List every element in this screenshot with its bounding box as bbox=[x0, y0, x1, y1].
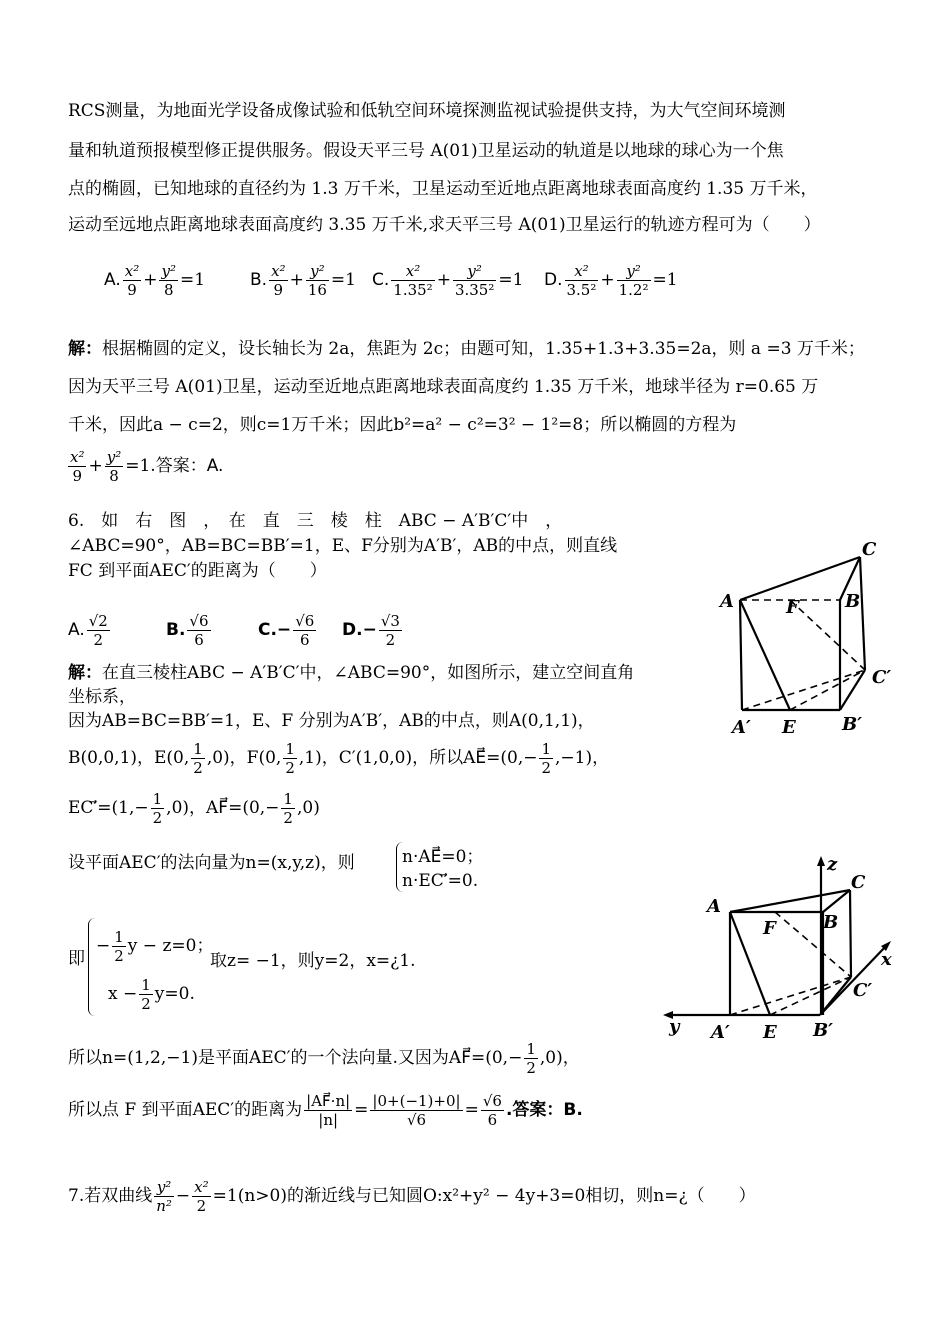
label-C: C bbox=[862, 539, 877, 560]
system1-eq-1: n·AE⃗=0； bbox=[402, 847, 484, 867]
sol6-line-5: EC′⃗=(1,− $\frac{1}{2}$ ,0)，AF⃗=(0,− $\frac{1}{2}$ ,0) bbox=[68, 790, 320, 827]
q6-option-d: D.− $\frac{√3}{2}$ bbox=[342, 612, 400, 649]
axis-label-z: z bbox=[827, 854, 838, 875]
fig2-label-C-prime: C′ bbox=[853, 980, 873, 1001]
intro-line-1: RCS测量，为地面光学设备成像试验和低轨空间环境探测监视试验提供支持，为大气空间环境测 bbox=[68, 101, 786, 121]
label-B-prime: B′ bbox=[842, 714, 862, 735]
q6-option-c: C.− $\frac{√6}{6}$ bbox=[258, 612, 315, 649]
sol6-line-7-b: 取z= −1，则y=2，x=¿1. bbox=[210, 951, 416, 971]
q5-option-a: A. $\frac{\text{x²}}{9}$ + $\frac{\text{y²}}{8}$ =1 bbox=[104, 262, 206, 299]
sol6-line-1: 解：在直三棱柱ABC − A′B′C′中，∠ABC=90°，如图所示，建立空间直角 bbox=[68, 663, 635, 683]
fig2-label-B: B bbox=[823, 912, 839, 933]
system1-eq-2: n·EC′⃗=0. bbox=[402, 871, 479, 891]
q7-line: 7.若双曲线 $\frac{\text{y²}}{\text{n²}}$ − $\frac{\text{x²}}{2}$ =1(n>0)的渐近线与已知圆O:x²+y² − 4y+3=0相切，则n=¿（ ） bbox=[68, 1178, 756, 1215]
system2-brace bbox=[88, 918, 95, 1016]
label-C-prime: C′ bbox=[872, 667, 892, 688]
q5-option-b: B. $\frac{\text{x²}}{9}$ + $\frac{\text{y²}}{16}$ =1 bbox=[250, 262, 356, 299]
system2-eq-2: x − $\frac{1}{2}$ y=0. bbox=[108, 976, 195, 1013]
label-B: B bbox=[845, 591, 861, 612]
label-A-prime: A′ bbox=[732, 717, 751, 738]
q5-option-d: D. $\frac{\text{x²}}{\text{3.5²}}$ + $\frac{\text{y²}}{\text{1.2²}}$ =1 bbox=[544, 262, 678, 299]
sol6-line-6: 设平面AEC′的法向量为n=(x,y,z)，则 bbox=[68, 853, 355, 873]
sol6-line-4: B(0,0,1)，E(0, $\frac{1}{2}$ ,0)，F(0, $\frac{1}{2}$ ,1)，C′(1,0,0)，所以AE⃗=(0,− $\frac{1}{2}$ ,−1)， bbox=[68, 740, 610, 777]
sol5-equation: $\frac{\text{x²}}{9}$ + $\frac{\text{y²}}{8}$ =1.答案：A. bbox=[70, 448, 224, 485]
fig2-label-B-prime: B′ bbox=[813, 1020, 833, 1041]
axis-label-x: x bbox=[881, 949, 892, 970]
fig2-label-A-prime: A′ bbox=[711, 1022, 730, 1043]
label-F: F bbox=[786, 597, 799, 618]
prism-figure-1 bbox=[710, 535, 900, 745]
sol6-line-2: 坐标系， bbox=[68, 687, 136, 707]
system2-eq-1: − $\frac{1}{2}$ y − z=0； bbox=[96, 928, 214, 965]
fig2-label-A: A bbox=[707, 896, 721, 917]
q6-option-a: A. $\frac{√2}{2}$ bbox=[68, 612, 108, 649]
label-E: E bbox=[782, 717, 796, 738]
sol5-line-1: 解：根据椭圆的定义，设长轴长为 2a，焦距为 2c；由题可知，1.35+1.3+3.35=2a，则 a =3 万千米； bbox=[68, 339, 865, 359]
intro-line-2: 量和轨道预报模型修正提供服务。假设天平三号 A(01)卫星运动的轨道是以地球的球心为一个焦 bbox=[68, 141, 784, 161]
intro-line-3: 点的椭圆，已知地球的直径约为 1.3 万千米，卫星运动至近地点距离地球表面高度约 1.35 万千米， bbox=[68, 179, 818, 199]
label-A: A bbox=[720, 591, 734, 612]
q6-line-1: 6. 如 右 图 ， 在 直 三 棱 柱 ABC − A′B′C′中 ， bbox=[68, 511, 563, 531]
prism-figure-2 bbox=[655, 850, 905, 1050]
sol5-line-3: 千米，因此a − c=2，则c=1万千米；因此b²=a² − c²=3² − 1²=8；所以椭圆的方程为 bbox=[68, 415, 737, 435]
sol6-line-8: 所以n=(1,2,−1)是平面AEC′的一个法向量.又因为AF⃗=(0,− $\frac{1}{2}$ ,0)， bbox=[68, 1040, 580, 1077]
q6-line-2: ∠ABC=90°，AB=BC=BB′=1，E、F分别为A′B′，AB的中点，则直线 bbox=[68, 536, 618, 556]
fig2-label-E: E bbox=[763, 1022, 777, 1043]
axis-label-y: y bbox=[669, 1016, 680, 1037]
fig2-label-F: F bbox=[763, 918, 776, 939]
sol5-line-2: 因为天平三号 A(01)卫星，运动至近地点距离地球表面高度约 1.35 万千米，地球半径为 r=0.65 万 bbox=[68, 377, 819, 397]
q5-option-c: C. $\frac{\text{x²}}{\text{1.35²}}$ + $\frac{\text{y²}}{\text{3.35²}}$ =1 bbox=[372, 262, 524, 299]
intro-line-4: 运动至远地点距离地球表面高度约 3.35 万千米,求天平三号 A(01)卫星运行的轨迹方程可为（ ） bbox=[68, 215, 821, 235]
q6-line-3: FC 到平面AEC′的距离为（ ） bbox=[68, 561, 327, 581]
sol6-line-9: 所以点 F 到平面AEC′的距离为 $\frac{|AF⃗\cdot n|}{|n|}$ = $\frac{|0+(-1)+0|}{√6}$ = $\frac{√6}{6}$ .答案：B. bbox=[68, 1092, 583, 1129]
sol6-line-3: 因为AB=BC=BB′=1，E、F 分别为A′B′，AB的中点，则A(0,1,1)， bbox=[68, 711, 595, 731]
z-axis-arrow-icon bbox=[817, 856, 825, 866]
sol6-line-7: 即 bbox=[68, 949, 85, 969]
fig2-label-C: C bbox=[851, 872, 866, 893]
q6-option-b: B. $\frac{√6}{6}$ bbox=[166, 612, 209, 649]
